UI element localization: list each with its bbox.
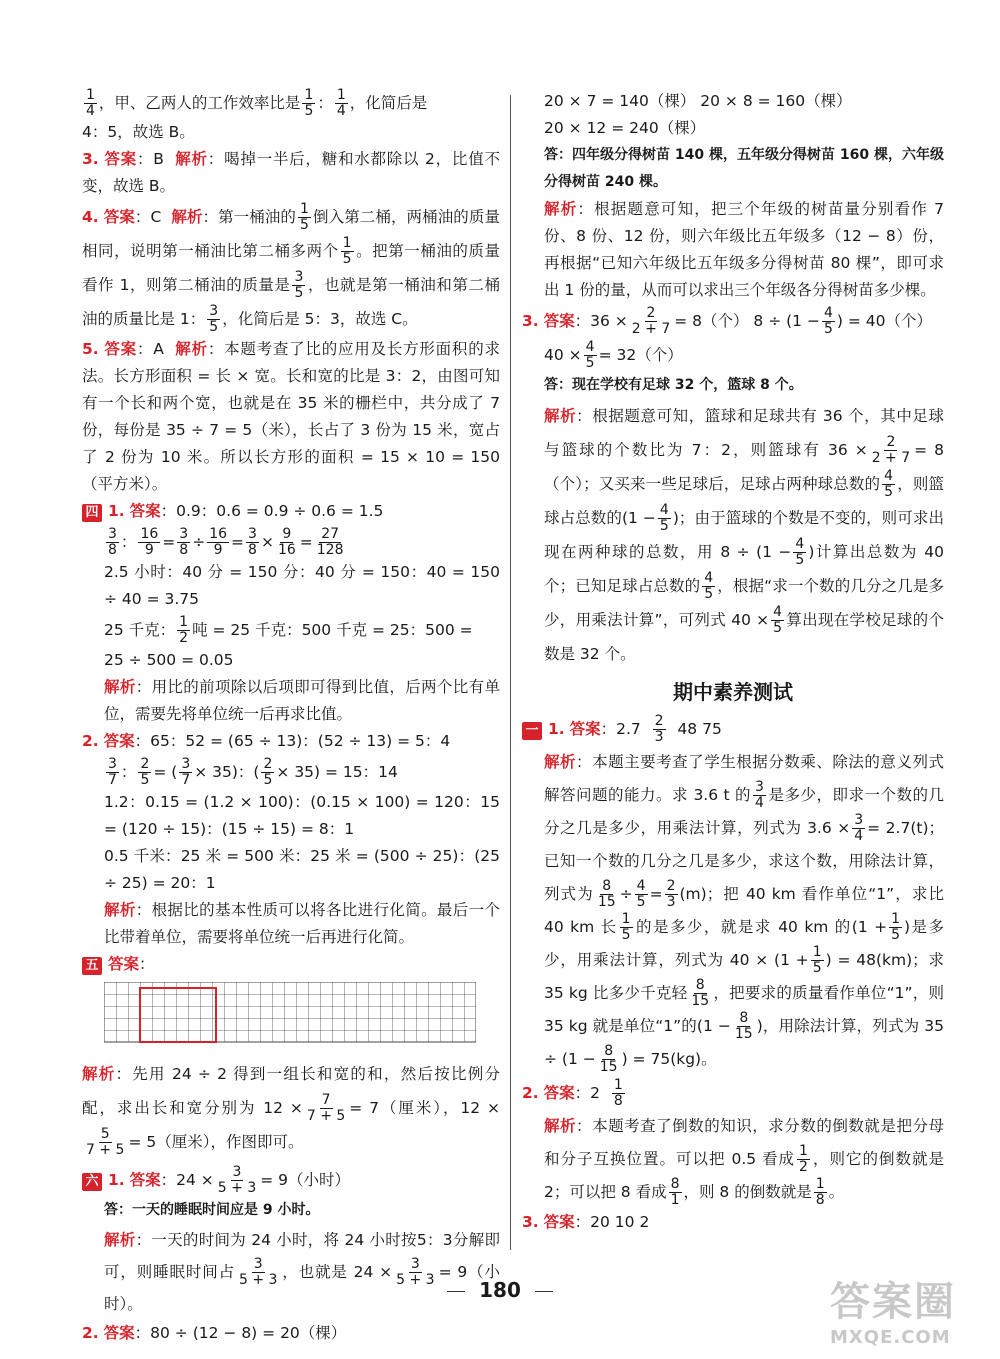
- left-line-1: $\frac{1}{4}$ ，甲、乙两人的工作效率比是 $\frac{1}{5}$ ： $\frac{1}{4}$ ，化简后是: [86, 87, 428, 119]
- section-badge-1: 一: [522, 722, 542, 740]
- section-badge-6: 六: [82, 1173, 102, 1191]
- section-6-q2: 2. 答案：80 ÷ (12 − 8) = 20（棵）: [82, 1324, 347, 1342]
- right-explanation-trees: 解析：根据题意可知，把三个年级的树苗量分别看作 7 份、8 份、12 份，则六年级比五年级多（12 − 8）份，再根据“已知六年级比五年级多分得树苗 80 棵”，即可求出 1 份的量，从而可以求出三个年级各分得树苗多少棵。: [544, 200, 944, 299]
- question-4: 4. 答案：C 解析：第一桶油的 $\frac{1}{5}$ 倒入第二桶，两桶油的质量相同，说明第一桶油比第二桶多两个 $\frac{1}{5}$ 。把第一桶油的质量看作 1，则第二桶油的质量是 $\frac{3}{5}$ ，也就是第一桶油和第二桶油的质量比是 1： $\frac{3}{5}$ ，化简后是 5：3，故选 C。: [82, 201, 500, 335]
- right-reply-trees: 答：四年级分得树苗 140 棵，五年级分得树苗 160 棵，六年级分得树苗 240 棵。: [544, 147, 944, 190]
- right-line-1: 20 × 7 = 140（棵） 20 × 8 = 160（棵）: [544, 92, 852, 110]
- section-4-q2-line-3: 1.2：0.15 = (1.2 × 100)：(0.15 × 100) = 120：15 = (120 ÷ 15)：(15 ÷ 15) = 8：1: [104, 793, 500, 838]
- right-question-3: 3. 答案：36 × $\frac{2}{2 + 7}$ = 8（个） 8 ÷ (1 − $\frac{4}{5}$ ) = 40（个）: [522, 305, 933, 337]
- midterm-q2: 2. 答案：2 $\frac{1}{8}$: [522, 1077, 623, 1109]
- column-divider: [510, 95, 511, 1250]
- midterm-q1-explanation: 解析：本题主要考查了学生根据分数乘、除法的意义列式解答问题的能力。求 3.6 t 的 $\frac{3}{4}$ 是多少，即求一个数的几分之几是多少，用乘法计算，列式为 3.6 × $\frac{3}{4}$ = 2.7(t)；已知一个数的几分之几是多少，求这个数，用除法计算，列式为 $\frac{8}{15}$ ÷ $\frac{4}{5}$ = $\frac{2}{3}$ (m)；把 40 km 看作单位“1”，求比 40 km 长 $\frac{1}{5}$ 的是多少，就是求 40 km 的(1 + $\frac{1}{5}$ )是多少，用乘法计算，列式为 40 × (1 + $\frac{1}{5}$ ) = 48(km)；求 35 kg 比多少千克轻 $\frac{8}{15}$ ，把要求的质量看作单位“1”，则 35 kg 就是单位“1”的(1 − $\frac{8}{15}$ )，用除法计算，列式为 35 ÷ (1 − $\frac{8}{15}$ ) = 75(kg)。: [544, 753, 945, 1075]
- section-6-q1: 六 1. 答案：24 × $\frac{3}{5 + 3}$ = 9（小时）: [82, 1163, 500, 1197]
- question-3: 3. 答案：B 解析：喝掉一半后，糖和水都除以 2，比值不变，故选 B。: [82, 150, 500, 195]
- section-4-q1-line-5: 25 ÷ 500 = 0.05: [104, 651, 234, 669]
- right-question-3-line-2: 40 × $\frac{4}{5}$ = 32（个）: [544, 339, 683, 371]
- section-4-q1-line-3: 2.5 小时：40 分 = 150 分：40 分 = 150：40 = 150 ÷ 40 = 3.75: [104, 563, 500, 608]
- question-5: 5. 答案：A 解析：本题考查了比的应用及长方形面积的求法。长方形面积 = 长 × 宽。长和宽的比是 3：2，由图可知有一个长和两个宽，也就是在 35 米的栅栏中，共分成了 7 份，每份是 35 ÷ 7 = 5（米），长占了 3 份为 15 米，宽占了 2 份为 10 米。所以长方形的面积 = 15 × 10 = 150（平方米）。: [82, 340, 500, 493]
- fraction: $\frac{1}{4}$: [86, 87, 95, 119]
- midterm-q3: 3. 答案：20 10 2: [522, 1213, 650, 1231]
- watermark-logo: 答案圈 MXQE.COM: [830, 1279, 956, 1348]
- right-column: [522, 88, 944, 1236]
- right-question-3-reply: 答：现在学校有足球 32 个，篮球 8 个。: [544, 377, 803, 393]
- section-4-q2-explanation: 解析：根据比的基本性质可以将各比进行化简。最后一个比带着单位，需要将单位统一后再进行化简。: [104, 901, 500, 946]
- section-4-q1: 四 1. 答案：0.9：0.6 = 0.9 ÷ 0.6 = 1.5: [82, 498, 500, 525]
- right-line-2: 20 × 12 = 240（棵）: [544, 119, 706, 137]
- section-5: 五 答案：: [82, 951, 500, 978]
- section-4-q2-line-2: $\frac{3}{7}$ ： $\frac{2}{5}$ = ( $\frac{3}{7}$ × 35)：( $\frac{2}{5}$ × 35) = 15：14: [108, 756, 398, 788]
- section-4-q2-line-4: 0.5 千米：25 米 = 500 米：25 米 = (500 ÷ 25)：(25 ÷ 25) = 20：1: [104, 847, 500, 892]
- left-column: [82, 88, 500, 1347]
- section-title: 期中素养测试: [673, 680, 793, 704]
- section-4-q1-line-2: $\frac{3}{8}$ ： $\frac{16}{9}$ = $\frac{3}{8}$ ÷ $\frac{16}{9}$ = $\frac{3}{8}$ × $\frac{9}{16}$ = $\frac{27}{128}$: [108, 526, 344, 558]
- section-4-q1-explanation: 解析：用比的前项除以后项即可得到比值，后两个比有单位，需要先将单位统一后再求比值。: [104, 678, 500, 723]
- right-question-3-explanation: 解析：根据题意可知，篮球和足球共有 36 个，其中足球与篮球的个数比为 7：2，则篮球有 36 × $\frac{2}{2 + 7}$ = 8（个）；又买来一些足球后，足球占两种球总数的 $\frac{4}{5}$ ，则篮球占总数的(1 − $\frac{4}{5}$ )；由于篮球的个数是不变的，则可求出现在两种球的总数，用 8 ÷ (1 − $\frac{4}{5}$ )计算出总数为 40 个；已知足球占总数的 $\frac{4}{5}$ ，根据“求一个数的几分之几是多少，用乘法计算”，可列式 40 × $\frac{4}{5}$ 算出现在学校足球的个数是 32 个。: [544, 407, 944, 663]
- section-6-q1-explanation: 解析：一天的时间为 24 小时，将 24 小时按5：3分解即可，则睡眠时间占 $\frac{3}{5 + 3}$ ，也就是 24 × $\frac{3}{5 + 3}$ = 9（小时）。: [104, 1231, 500, 1313]
- midterm-q2-explanation: 解析：本题考查了倒数的知识，求分数的倒数就是把分母和分子互换位置。可以把 0.5 看成 $\frac{1}{2}$ ，则它的倒数就是 2；可以把 8 看成 $\frac{8}{1}$ ，则 8 的倒数就是 $\frac{1}{8}$ 。: [544, 1117, 944, 1208]
- answer-grid: [104, 982, 500, 1053]
- section-badge-5: 五: [82, 957, 102, 975]
- page-number: 180: [0, 1278, 1000, 1302]
- section-6-q1-reply: 答：一天的睡眠时间应是 9 小时。: [104, 1202, 320, 1218]
- section-badge-4: 四: [82, 504, 102, 522]
- section-4-q1-line-4: 25 千克： $\frac{1}{2}$ 吨 = 25 千克：500 千克 = 25：500 =: [104, 614, 473, 646]
- section-4-q2: 2. 答案：65：52 = (65 ÷ 13)：(52 ÷ 13) = 5：4: [82, 732, 451, 750]
- midterm-q1: 一 1. 答案：2.7 $\frac{2}{3}$ 48 75: [522, 712, 944, 746]
- left-line-2: 4：5，故选 B。: [82, 123, 195, 141]
- grid-figure: [104, 982, 476, 1044]
- section-5-explanation: 解析：先用 24 ÷ 2 得到一组长和宽的和，然后按比例分配，求出长和宽分别为 12 × $\frac{7}{7 + 5}$ = 7（厘米），12 × $\frac{5}{7 + 5}$ = 5（厘米），作图即可。: [82, 1065, 500, 1158]
